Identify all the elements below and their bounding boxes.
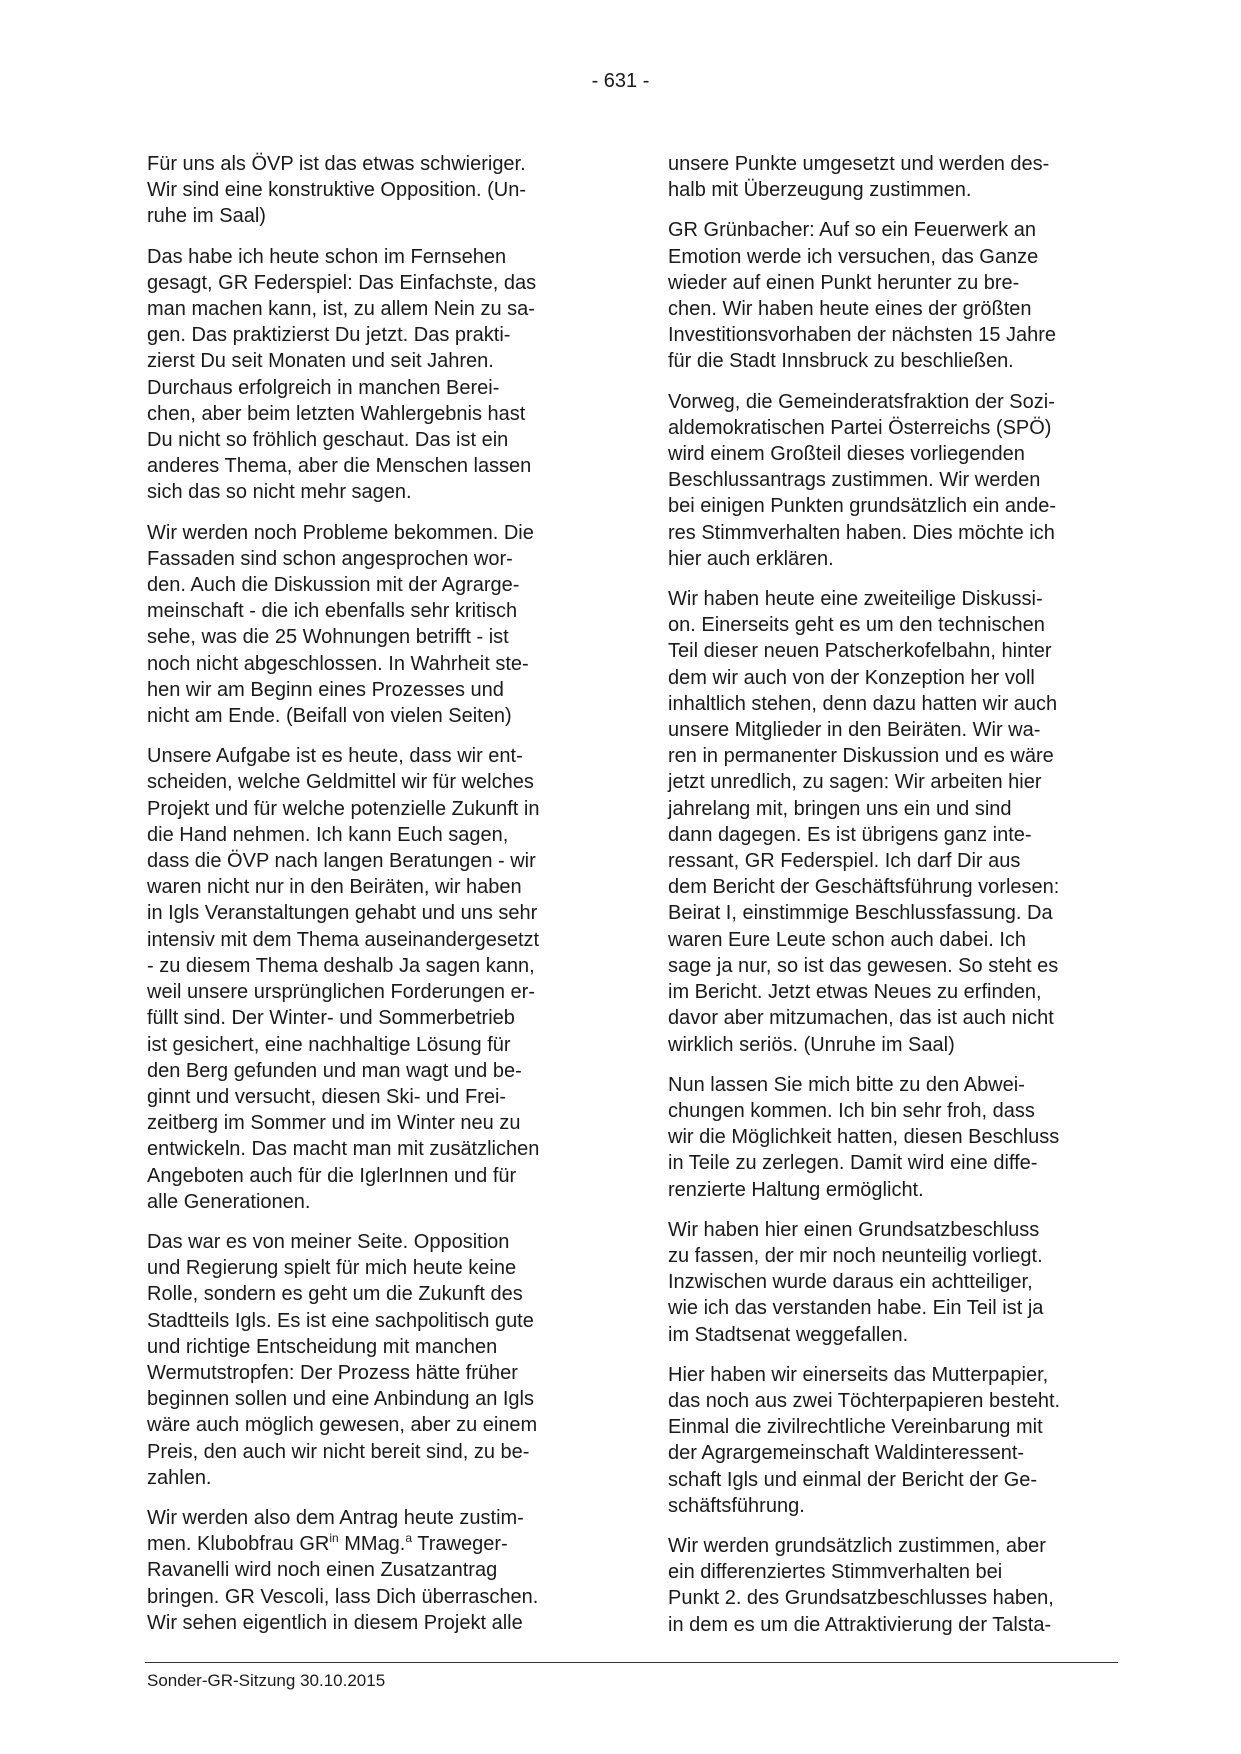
text-line: wie ich das verstanden habe. Ein Teil ist ja <box>668 1297 1044 1320</box>
text-line: Teil dieser neuen Patscherkofelbahn, hinter <box>668 640 1052 663</box>
text-line: chen, aber beim letzten Wahlergebnis hast <box>147 402 526 425</box>
paragraph <box>668 389 1118 572</box>
text-line: inhaltlich stehen, denn dazu hatten wir auch <box>668 692 1058 715</box>
paragraph <box>147 244 602 506</box>
text-line: ruhe im Saal) <box>147 205 266 228</box>
text-line: Rolle, sondern es geht um die Zukunft des <box>147 1283 523 1306</box>
paragraph <box>147 1505 602 1636</box>
text-line: zahlen. <box>147 1466 212 1489</box>
text-segment: Traweger- <box>412 1533 508 1556</box>
text-line: Fassaden sind schon angesprochen wor- <box>147 547 513 570</box>
text-line: wäre auch möglich gewesen, aber zu einem <box>147 1414 538 1437</box>
text-line: ein differenziertes Stimmverhalten bei <box>668 1561 1003 1584</box>
text-line: ressant, GR Federspiel. Ich darf Dir aus <box>668 850 1021 873</box>
paragraph <box>668 151 1118 203</box>
text-line: Einmal die zivilrechtliche Vereinbarung mit <box>668 1416 1043 1439</box>
text-line: jetzt unredlich, zu sagen: Wir arbeiten hier <box>668 771 1042 794</box>
text-line <box>147 1505 602 1531</box>
text-line: gesagt, GR Federspiel: Das Einfachste, das <box>147 271 537 294</box>
text-line <box>147 1584 602 1610</box>
text-line: renzierte Haltung ermöglicht. <box>668 1178 924 1201</box>
text-line: alle Generationen. <box>147 1190 311 1213</box>
text-line: anderes Thema, aber die Menschen lassen <box>147 455 532 478</box>
text-line: Wir werden grundsätzlich zustimmen, aber <box>668 1534 1046 1557</box>
paragraph <box>668 217 1118 374</box>
paragraph <box>147 520 602 730</box>
text-line: GR Grünbacher: Auf so ein Feuerwerk an <box>668 219 1036 242</box>
text-line: ginnt und versucht, diesen Ski- und Frei- <box>147 1085 507 1108</box>
text-line: Investitionsvorhaben der nächsten 15 Jahre <box>668 324 1057 347</box>
text-line: füllt sind. Der Winter- und Sommerbetrieb <box>147 1007 515 1030</box>
paragraph <box>668 1072 1118 1203</box>
paragraph <box>668 586 1118 1058</box>
text-line: Stadtteils Igls. Es ist eine sachpolitisch gute <box>147 1309 534 1332</box>
text-line: in Igls Veranstaltungen gehabt und uns sehr <box>147 902 538 925</box>
text-line: hier auch erklären. <box>668 547 834 570</box>
footer-text: Sonder-GR-Sitzung 30.10.2015 <box>147 1671 386 1690</box>
text-line: on. Einerseits geht es um den technischen <box>668 614 1045 637</box>
text-line: entwickeln. Das macht man mit zusätzlichen <box>147 1138 540 1161</box>
text-segment: men. Klubobfrau GR <box>147 1533 330 1556</box>
text-line: man machen kann, ist, zu allem Nein zu sa- <box>147 298 535 321</box>
text-line <box>147 1610 602 1636</box>
text-line: halb mit Überzeugung zustimmen. <box>668 179 972 202</box>
text-segment: Ravanelli wird noch einen Zusatzantrag <box>147 1559 498 1582</box>
text-line: Projekt und für welche potenzielle Zukunft in <box>147 797 540 820</box>
text-line: Durchaus erfolgreich in manchen Berei- <box>147 376 500 399</box>
text-line: bei einigen Punkten grundsätzlich ein ande- <box>668 495 1057 518</box>
text-line: davor aber mitzumachen, das ist auch nicht <box>668 1007 1054 1030</box>
text-line: das noch aus zwei Töchterpapieren besteht. <box>668 1389 1061 1412</box>
text-line: Preis, den auch wir nicht bereit sind, zu be- <box>147 1440 530 1463</box>
text-line: dass die ÖVP nach langen Beratungen - wir <box>147 850 536 873</box>
text-line: Wir haben hier einen Grundsatzbeschluss <box>668 1218 1040 1241</box>
text-line: waren nicht nur in den Beiräten, wir haben <box>147 876 522 899</box>
text-line: Das habe ich heute schon im Fernsehen <box>147 245 507 268</box>
paragraph <box>668 1533 1118 1638</box>
text-line: dann dagegen. Es ist übrigens ganz inte- <box>668 823 1032 846</box>
paragraph <box>668 1362 1118 1519</box>
text-line: der Agrargemeinschaft Waldinteressent- <box>668 1442 1025 1465</box>
text-line: die Hand nehmen. Ich kann Euch sagen, <box>147 823 509 846</box>
text-segment: bringen. GR Vescoli, lass Dich überraschen. <box>147 1585 539 1608</box>
text-line: dem wir auch von der Konzeption her voll <box>668 666 1035 689</box>
text-line: wir die Möglichkeit hatten, diesen Beschluss <box>668 1126 1060 1149</box>
text-line: Beschlussantrags zustimmen. Wir werden <box>668 469 1041 492</box>
text-line: für die Stadt Innsbruck zu beschließen. <box>668 350 1014 373</box>
text-line: zierst Du seit Monaten und seit Jahren. <box>147 350 494 373</box>
text-line: schaft Igls und einmal der Bericht der Ge- <box>668 1468 1038 1491</box>
text-line: ist gesichert, eine nachhaltige Lösung für <box>147 1033 511 1056</box>
text-line: unsere Mitglieder in den Beiräten. Wir wa- <box>668 719 1041 742</box>
text-line: jahrelang mit, bringen uns ein und sind <box>668 797 1012 820</box>
text-line: hen wir am Beginn eines Prozesses und <box>147 678 504 701</box>
text-line: Unsere Aufgabe ist es heute, dass wir ent- <box>147 745 523 768</box>
text-segment: MMag. <box>338 1533 406 1556</box>
text-line: im Bericht. Jetzt etwas Neues zu erfinden, <box>668 981 1042 1004</box>
right-column <box>668 151 1118 1652</box>
text-line: Hier haben wir einerseits das Mutterpapier, <box>668 1363 1049 1386</box>
text-line: Nun lassen Sie mich bitte zu den Abwei- <box>668 1073 1025 1096</box>
text-line: weil unsere ursprünglichen Forderungen er- <box>147 981 535 1004</box>
text-line: gen. Das praktizierst Du jetzt. Das prakti- <box>147 324 511 347</box>
text-line: im Stadtsenat weggefallen. <box>668 1323 909 1346</box>
paragraph <box>668 1217 1118 1348</box>
text-line: ren in permanenter Diskussion und es wäre <box>668 745 1054 768</box>
text-line: den. Auch die Diskussion mit der Agrarge- <box>147 574 520 597</box>
text-line: Du nicht so fröhlich geschaut. Das ist ein <box>147 429 509 452</box>
text-line: Beirat I, einstimmige Beschlussfassung. Da <box>668 902 1053 925</box>
text-segment: Wir werden also dem Antrag heute zustim- <box>147 1506 524 1529</box>
superscript: a <box>405 1531 413 1546</box>
text-line: scheiden, welche Geldmittel wir für welches <box>147 771 534 794</box>
left-column <box>147 151 602 1650</box>
text-line: noch nicht abgeschlossen. In Wahrheit ste- <box>147 652 529 675</box>
text-line <box>147 1557 602 1583</box>
text-line <box>147 1531 602 1557</box>
text-line: Wir sind eine konstruktive Opposition. (Un- <box>147 179 527 202</box>
text-line: schäftsführung. <box>668 1494 805 1517</box>
text-line: chungen kommen. Ich bin sehr froh, dass <box>668 1099 1035 1122</box>
text-line: wieder auf einen Punkt herunter zu bre- <box>668 271 1020 294</box>
text-line: res Stimmverhalten haben. Dies möchte ich <box>668 521 1055 544</box>
text-line: sage ja nur, so ist das gewesen. So steht es <box>668 954 1059 977</box>
text-line: den Berg gefunden und man wagt und be- <box>147 1059 522 1082</box>
paragraph <box>147 151 602 230</box>
text-line: meinschaft - die ich ebenfalls sehr kritisch <box>147 600 518 623</box>
text-line: in dem es um die Attraktivierung der Talsta- <box>668 1613 1052 1636</box>
text-line: intensiv mit dem Thema auseinandergesetzt <box>147 928 540 951</box>
text-line: Wir haben heute eine zweiteilige Diskussi- <box>668 588 1043 611</box>
paragraph <box>147 743 602 1215</box>
paragraph <box>147 1229 602 1491</box>
text-line: und Regierung spielt für mich heute keine <box>147 1257 517 1280</box>
text-segment: Wir sehen eigentlich in diesem Projekt alle <box>147 1611 523 1634</box>
text-line: wirklich seriös. (Unruhe im Saal) <box>668 1033 955 1056</box>
text-line: Vorweg, die Gemeinderatsfraktion der Sozi- <box>668 390 1055 413</box>
text-line: Das war es von meiner Seite. Opposition <box>147 1230 510 1253</box>
text-line: unsere Punkte umgesetzt und werden des- <box>668 153 1050 175</box>
text-line: zu fassen, der mir noch neunteilig vorliegt. <box>668 1244 1043 1267</box>
text-line: chen. Wir haben heute eines der größten <box>668 298 1032 321</box>
text-line: Inzwischen wurde daraus ein achtteiliger, <box>668 1271 1033 1294</box>
superscript: in <box>329 1531 339 1546</box>
text-line: waren Eure Leute schon auch dabei. Ich <box>668 928 1027 951</box>
page-number: - 631 - <box>591 70 650 92</box>
text-line: beginnen sollen und eine Anbindung an Igls <box>147 1388 534 1411</box>
text-line: zeitberg im Sommer und im Winter neu zu <box>147 1112 521 1135</box>
footer-divider <box>145 1662 1118 1663</box>
text-line: Punkt 2. des Grundsatzbeschlusses haben, <box>668 1587 1054 1610</box>
text-line: sich das so nicht mehr sagen. <box>147 481 412 504</box>
text-line: Angeboten auch für die IglerInnen und für <box>147 1164 517 1187</box>
text-line: Wermutstropfen: Der Prozess hätte früher <box>147 1361 518 1384</box>
text-line: dem Bericht der Geschäftsführung vorlesen: <box>668 876 1060 899</box>
text-line: nicht am Ende. (Beifall von vielen Seiten) <box>147 705 512 728</box>
text-line: und richtige Entscheidung mit manchen <box>147 1335 498 1358</box>
text-line: aldemokratischen Partei Österreichs (SPÖ) <box>668 416 1052 439</box>
text-line: - zu diesem Thema deshalb Ja sagen kann, <box>147 954 535 977</box>
text-line: sehe, was die 25 Wohnungen betrifft - ist <box>147 626 509 649</box>
text-line: Wir werden noch Probleme bekommen. Die <box>147 521 534 544</box>
text-line: in Teile zu zerlegen. Damit wird eine diffe- <box>668 1152 1038 1175</box>
text-line: Für uns als ÖVP ist das etwas schwieriger. <box>147 153 526 175</box>
text-line: wird einem Großteil dieses vorliegenden <box>668 443 1025 466</box>
text-line: Emotion werde ich versuchen, das Ganze <box>668 245 1039 268</box>
